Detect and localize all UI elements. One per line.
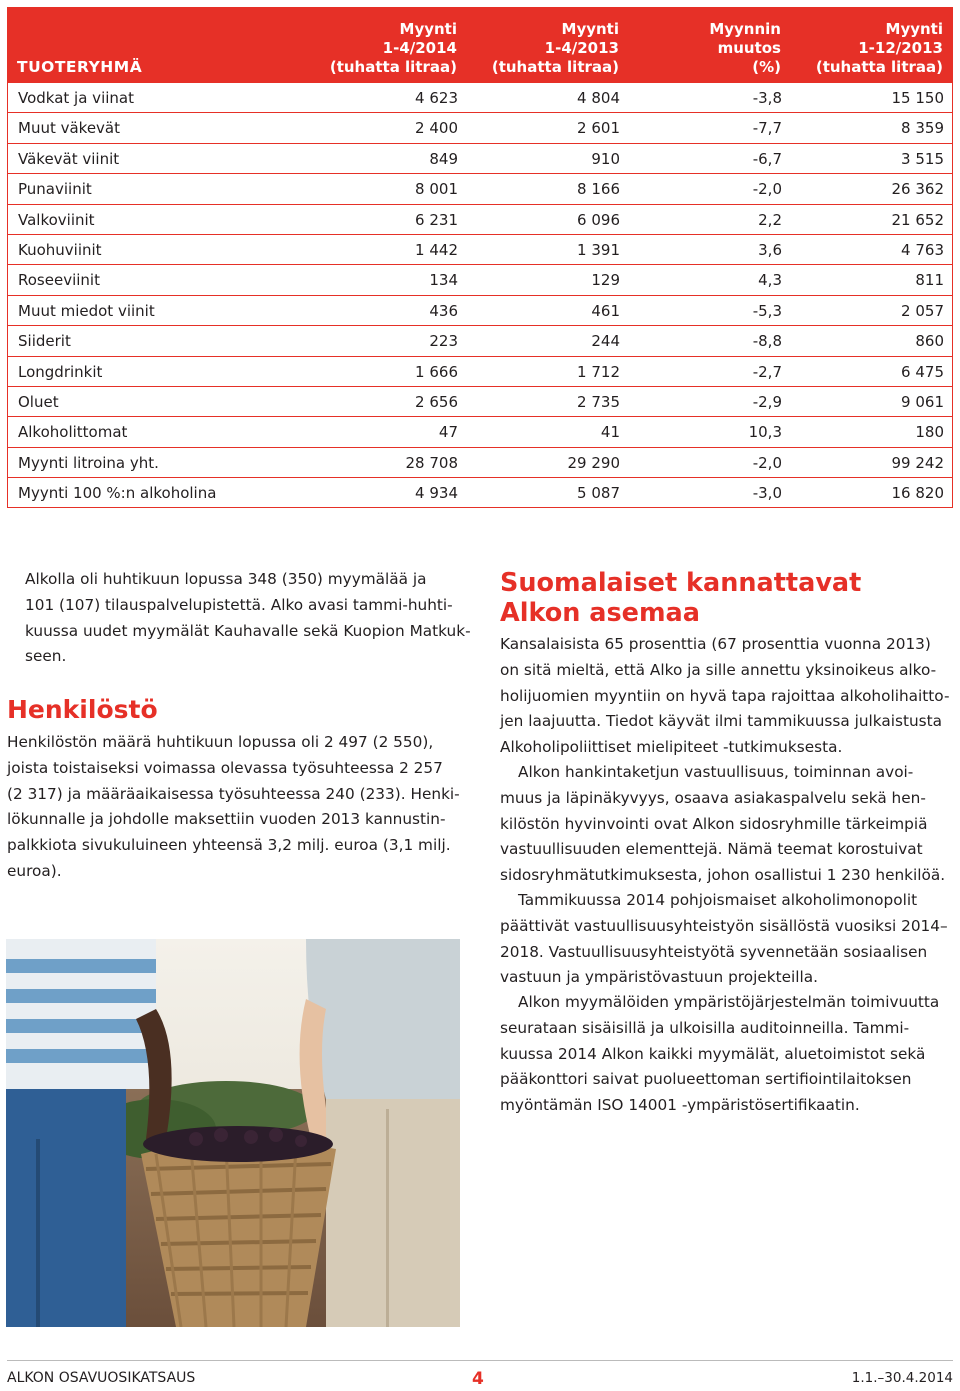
text-line: seurataan sisäisillä ja ulkoisilla auditoinneilla. Tammi- [500,1018,910,1037]
right-paragraph-1 [500,632,949,761]
right-paragraph-2 [500,760,945,889]
text-line: muus ja läpinäkyvyys, osaava asiakaspalvelu sekä hen- [500,788,926,807]
table-header [7,7,953,83]
table-row [7,357,953,387]
row-value: 910 [591,149,620,168]
row-label: Punaviinit [18,180,92,199]
text-line: vastuullisuuden elementtejä. Nämä teemat korostuivat [500,840,923,859]
row-value: 4 623 [415,89,458,107]
row-value: 6 475 [901,362,944,381]
row-label: Longdrinkit [18,362,103,381]
row-value: -2,9 [752,392,782,411]
column-header-line: muutos [717,39,781,57]
intro-paragraph [25,567,471,670]
table-row [7,83,953,113]
row-label: Vodkat ja viinat [18,89,134,107]
row-label: Myynti litroina yht. [18,453,159,472]
table-row [7,326,953,356]
row-value: 26 362 [891,180,944,199]
column-header-2 [492,20,619,77]
row-value: 99 242 [891,453,944,472]
column-header-line: Myynti [885,20,943,38]
table-row [7,265,953,295]
row-value: 3,6 [758,240,782,259]
row-value: 8 001 [415,180,458,199]
text-line: pääkonttori saivat puolueettoman sertifiointilaitoksen [500,1070,912,1089]
row-value: 15 150 [891,89,944,107]
column-header-line: 1-4/2014 [382,39,457,57]
column-header-1 [330,20,457,77]
row-value: 16 820 [891,484,944,503]
row-value: 223 [429,332,458,351]
text-line: euroa). [7,861,62,880]
table-row [7,478,953,508]
text-line: seen. [25,647,67,666]
row-value: 2 400 [415,119,458,138]
text-line: palkkiota sivukuluineen yhteensä 3,2 milj. euroa (3,1 milj. [7,836,451,855]
row-value: -5,3 [752,301,782,320]
right-paragraph-3 [500,888,948,991]
row-value: 1 391 [577,240,620,259]
table-row [7,296,953,326]
row-value: -3,0 [752,484,782,503]
row-value: 8 166 [577,180,620,199]
text-line: vastuun ja ympäristövastuun projekteilla. [500,968,819,987]
henkilosto-paragraph [7,730,460,885]
column-header-line: (tuhatta litraa) [329,58,457,76]
column-header-4 [816,20,943,77]
grape-harvest-image [6,939,460,1327]
table-row [7,174,953,204]
row-value: 8 359 [901,119,944,138]
row-value: 10,3 [748,423,782,442]
text-line: lökunnalle ja johdolle maksettiin vuoden 2013 kannustin- [7,810,446,829]
row-value: 9 061 [901,392,944,411]
text-line: Suomalaiset kannattavat [500,568,862,598]
column-header-line: TUOTERYHMÄ [17,58,143,76]
text-line: myöntämän ISO 14001 -ympäristösertifikaatin. [500,1096,860,1115]
row-label: Valkoviinit [18,210,95,229]
alko-position-heading [500,568,861,628]
row-value: 4,3 [758,271,782,290]
page-number: 4 [472,1369,484,1389]
row-value: 2 057 [901,301,944,320]
row-value: 2 601 [577,119,620,138]
row-value: 2,2 [758,210,782,229]
sales-table [7,7,953,508]
row-value: 41 [600,423,620,442]
table-row [7,144,953,174]
row-label: Väkevät viinit [18,149,120,168]
row-value: 6 231 [415,210,458,229]
text-line: Alkon hankintaketjun vastuullisuus, toiminnan avoi- [518,763,914,781]
row-value: 129 [591,271,620,290]
row-value: -2,0 [752,453,782,472]
text-line: on sitä mieltä, että Alko ja sille annettu yksinoikeus alko- [500,660,937,679]
column-header-line: Myynti [561,20,619,38]
text-line: sidosryhmätutkimuksesta, johon osallistui 1 230 henkilöä. [500,866,946,885]
row-value: 2 656 [415,392,458,411]
row-value: 1 666 [415,362,458,381]
row-value: 811 [915,271,944,290]
row-value: 134 [429,271,458,290]
column-header-line: 1-12/2013 [858,39,943,57]
text-line: 2018. Vastuullisuusyhteistyötä syvennetään sosiaalisen [500,942,928,961]
row-value: 244 [591,332,620,351]
row-label: Roseeviinit [18,271,100,290]
row-value: 1 712 [577,362,620,381]
row-value: 860 [915,332,944,351]
text-line: Kansalaisista 65 prosenttia (67 prosenttia vuonna 2013) [500,635,931,653]
column-header-line: Myynnin [709,20,781,38]
row-label: Muut väkevät [18,119,121,138]
row-value: 6 096 [577,210,620,229]
henkilosto-heading: Henkilöstö [7,695,158,724]
text-line: kuussa 2014 Alkon kaikki myymälät, aluetoimistot sekä [500,1044,926,1063]
row-value: 849 [429,149,458,168]
row-value: 21 652 [891,210,944,229]
column-header-0 [17,58,142,77]
row-value: 436 [429,301,458,320]
row-value: 3 515 [901,149,944,168]
table-row [7,235,953,265]
table-row [7,205,953,235]
column-header-line: (tuhatta litraa) [815,58,943,76]
column-header-line: (%) [752,58,781,76]
text-line: (2 317) ja määräaikaisessa työsuhteessa 240 (233). Henki- [7,784,460,803]
row-value: -6,7 [752,149,782,168]
row-label: Oluet [18,392,59,411]
row-value: 4 804 [577,89,620,107]
text-line: Alkon asemaa [500,598,700,628]
row-value: 29 290 [567,453,620,472]
row-value: 180 [915,423,944,442]
text-line: kilöstön hyvinvointi ovat Alkon sidosryhmille tärkeimpiä [500,814,928,833]
text-line: 101 (107) tilauspalvelupistettä. Alko avasi tammi-huhti- [25,595,453,614]
text-line: Alkolla oli huhtikuun lopussa 348 (350) myymälää ja [25,570,427,588]
row-label: Siiderit [18,332,71,351]
row-value: 461 [591,301,620,320]
row-value: -7,7 [752,119,782,138]
table-body [7,83,953,508]
page-footer [7,1360,953,1391]
row-label: Muut miedot viinit [18,301,155,320]
column-header-line: 1-4/2013 [544,39,619,57]
row-value: -3,8 [752,89,782,107]
text-line: Alkoholipoliittiset mielipiteet -tutkimuksesta. [500,738,843,757]
column-header-3 [709,20,781,77]
row-value: -2,7 [752,362,782,381]
row-value: 4 934 [415,484,458,503]
right-paragraph-4 [500,990,939,1119]
text-line: holijuomien myyntiin on hyvä tapa rajoittaa alkoholihaitto- [500,686,950,705]
row-label: Alkoholittomat [18,423,128,442]
row-value: -8,8 [752,332,782,351]
row-value: 2 735 [577,392,620,411]
column-header-line: (tuhatta litraa) [491,58,619,76]
table-row [7,113,953,143]
text-line: Alkon myymälöiden ympäristöjärjestelmän toimivuutta [518,993,940,1011]
row-label: Myynti 100 %:n alkoholina [18,484,217,503]
row-value: 5 087 [577,484,620,503]
footer-period: 1.1.–30.4.2014 [851,1370,953,1386]
text-line: päättivät vastuullisuusyhteistyön sisällöstä vuosiksi 2014– [500,916,948,935]
row-value: -2,0 [752,180,782,199]
text-line: Tammikuussa 2014 pohjoismaiset alkoholimonopolit [518,891,918,909]
table-row [7,448,953,478]
table-row [7,387,953,417]
text-line: jen laajuutta. Tiedot käyvät ilmi tammikuussa julkaistusta [500,712,943,731]
vineyard-photo [6,939,460,1327]
row-value: 4 763 [901,240,944,259]
text-line: Henkilöstön määrä huhtikuun lopussa oli 2 497 (2 550), [7,733,434,751]
footer-publication-title: ALKON OSAVUOSIKATSAUS [7,1370,196,1386]
row-value: 47 [438,423,458,442]
row-value: 1 442 [415,240,458,259]
table-row [7,417,953,447]
text-line: kuussa uudet myymälät Kauhavalle sekä Kuopion Matkuk- [25,621,471,640]
text-line: joista toistaiseksi voimassa olevassa työsuhteessa 2 257 [7,758,443,777]
row-value: 28 708 [405,453,458,472]
column-header-line: Myynti [399,20,457,38]
row-label: Kuohuviinit [18,240,102,259]
